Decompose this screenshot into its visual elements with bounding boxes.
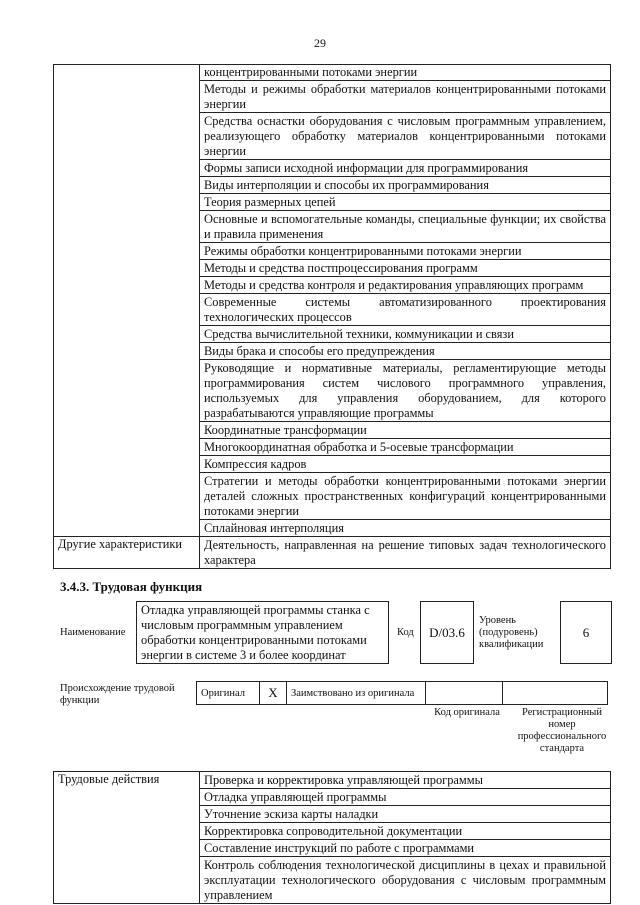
function-name-value: Отладка управляющей программы станка с числовым программным управлением обработки концентрированными потоками энергии в системе 3 и более координат bbox=[141, 603, 370, 662]
reg-number-cell bbox=[503, 682, 608, 705]
table-cell: Методы и средства постпроцессирования программ bbox=[200, 260, 611, 277]
table-cell: Современные системы автоматизированного проектирования технологических процессов bbox=[200, 294, 611, 326]
original-label: Оригинал bbox=[197, 682, 260, 705]
function-name-box bbox=[136, 601, 389, 664]
table-cell: Виды интерполяции и способы их программирования bbox=[200, 177, 611, 194]
level-label: Уровень (подуровень) квалификации bbox=[479, 615, 544, 650]
table-cell: Теория размерных цепей bbox=[200, 194, 611, 211]
name-label: Наименование bbox=[60, 627, 126, 638]
row-group-label bbox=[54, 65, 200, 537]
table-cell: Компрессия кадров bbox=[200, 456, 611, 473]
original-code-cell bbox=[426, 682, 503, 705]
knowledge-table bbox=[53, 64, 611, 569]
origin-table bbox=[196, 681, 608, 705]
borrowed-label: Заимствовано из оригинала bbox=[287, 682, 426, 705]
table-cell: Корректировка сопроводительной документации bbox=[200, 823, 611, 840]
table-cell: Режимы обработки концентрированными потоками энергии bbox=[200, 243, 611, 260]
table-cell: Составление инструкций по работе с программами bbox=[200, 840, 611, 857]
origin-label: Происхождение трудовой функции bbox=[60, 683, 175, 706]
table-cell: концентрированными потоками энергии bbox=[200, 65, 611, 81]
table-cell: Координатные трансформации bbox=[200, 422, 611, 439]
original-mark: X bbox=[260, 682, 287, 705]
reg-caption: Регистрационный номер профессионального стандарта bbox=[517, 707, 607, 754]
table-cell: Средства оснастки оборудования с числовым программным управлением, реализующего обработку материалов концентрированными потоками энергии bbox=[200, 113, 611, 160]
table-cell: Многокоординатная обработка и 5-осевые трансформации bbox=[200, 439, 611, 456]
code-label: Код bbox=[397, 627, 414, 638]
table-cell: Контроль соблюдения технологической дисциплины в цехах и правильной эксплуатации технологического оборудования с числовым программным управлением bbox=[200, 857, 611, 904]
row-group-label: Трудовые действия bbox=[54, 772, 200, 904]
table-cell: Руководящие и нормативные материалы, регламентирующие методы программирования систем числового программного управления, используемых для управления оборудованием, для которого разрабатываются управляющие программы bbox=[200, 360, 611, 422]
table-cell: Основные и вспомогательные команды, специальные функции; их свойства и правила применения bbox=[200, 211, 611, 243]
table-cell: Виды брака и способы его предупреждения bbox=[200, 343, 611, 360]
table-cell: Сплайновая интерполяция bbox=[200, 520, 611, 537]
other-characteristics-label: Другие характеристики bbox=[54, 537, 200, 569]
other-characteristics-value: Деятельность, направленная на решение типовых задач технологического характера bbox=[200, 537, 611, 569]
table-row bbox=[54, 537, 611, 569]
table-row bbox=[54, 65, 611, 81]
table-row bbox=[54, 772, 611, 789]
labor-actions-table bbox=[53, 771, 611, 904]
code-caption: Код оригинала bbox=[434, 707, 500, 718]
code-box bbox=[420, 601, 474, 664]
table-cell: Средства вычислительной техники, коммуникации и связи bbox=[200, 326, 611, 343]
table-cell: Стратегии и методы обработки концентрированными потоками энергии деталей сложных пространственных конфигураций концентрированными потоками энергии bbox=[200, 473, 611, 520]
table-cell: Методы и режимы обработки материалов концентрированными потоками энергии bbox=[200, 81, 611, 113]
level-value: 6 bbox=[582, 624, 590, 640]
table-cell: Проверка и корректировка управляющей программы bbox=[200, 772, 611, 789]
page-number: 29 bbox=[314, 36, 326, 50]
table-cell: Уточнение эскиза карты наладки bbox=[200, 806, 611, 823]
table-cell: Отладка управляющей программы bbox=[200, 789, 611, 806]
code-value: D/03.6 bbox=[429, 624, 465, 640]
section-heading: 3.4.3. Трудовая функция bbox=[60, 579, 203, 594]
table-cell: Формы записи исходной информации для программирования bbox=[200, 160, 611, 177]
level-box bbox=[560, 601, 612, 664]
table-cell: Методы и средства контроля и редактирования управляющих программ bbox=[200, 277, 611, 294]
